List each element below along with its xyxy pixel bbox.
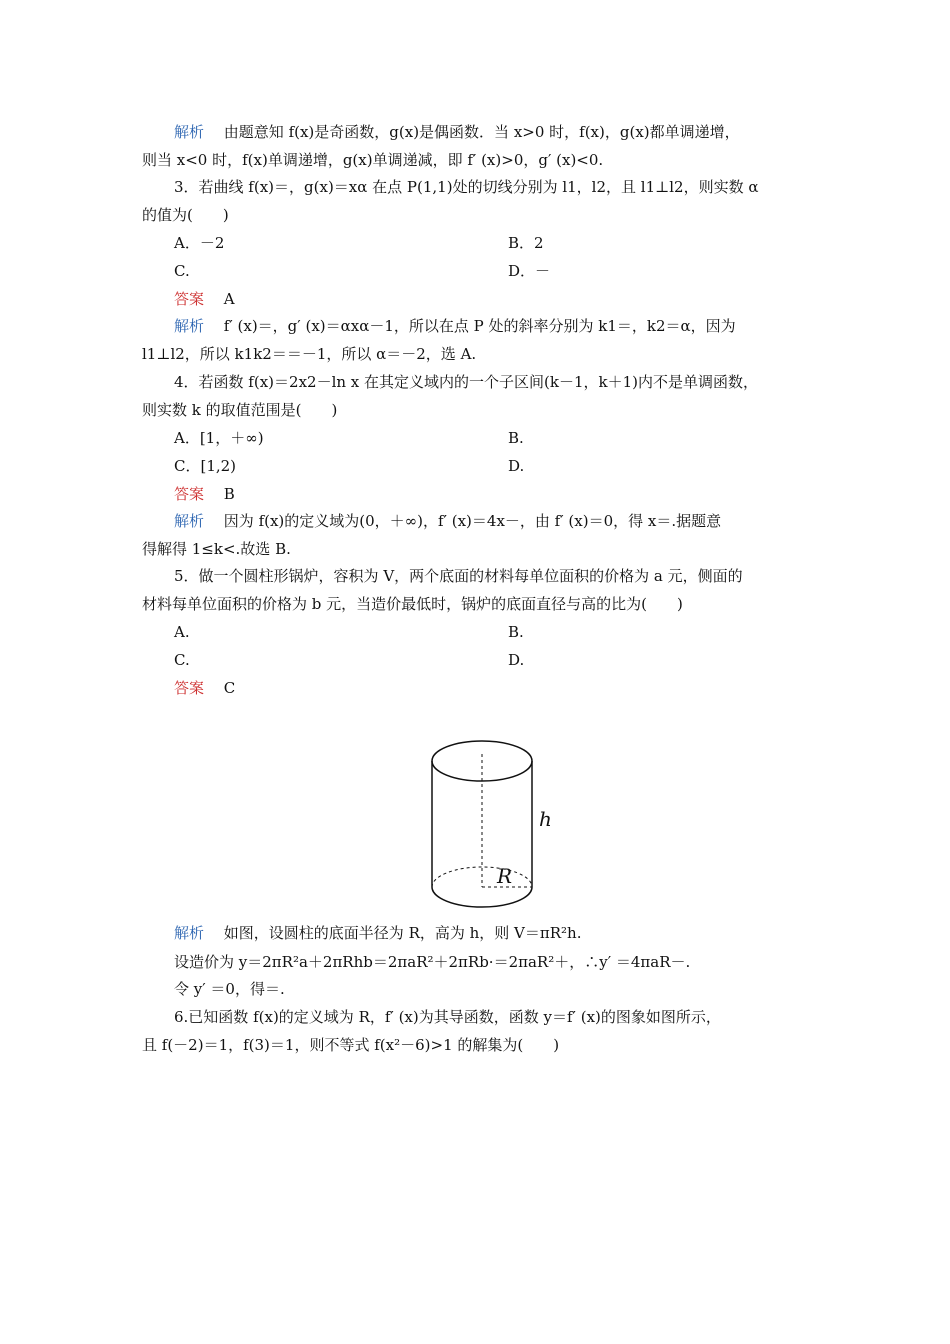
q3-option-b: B．2 xyxy=(508,234,544,252)
analysis-label: 解析 xyxy=(174,123,205,141)
q3-answer-line xyxy=(174,289,235,309)
q4-analysis-line-2: 得解得 1≤k<.故选 B. xyxy=(142,540,291,558)
q4-analysis-text-1: 因为 f(x)的定义域为(0，＋∞)，f′ (x)＝4x－，由 f′ (x)＝0，得 x＝.据题意 xyxy=(223,512,722,530)
q2-analysis-text-1: 由题意知 f(x)是奇函数，g(x)是偶函数．当 x>0 时，f(x)，g(x)都单调递增， xyxy=(223,123,740,141)
q5-analysis-line-3: 令 y′ ＝0，得＝. xyxy=(174,980,285,998)
q4-stem-line-2: 则实数 k 的取值范围是( ) xyxy=(142,401,338,419)
q3-analysis-line-1 xyxy=(174,316,736,336)
q3-stem-line-1: 3．若曲线 f(x)＝，g(x)＝xα 在点 P(1,1)处的切线分别为 l1，l2，且 l1⊥l2，则实数 α xyxy=(174,178,759,196)
cylinder-bottom-front-arc xyxy=(432,887,532,907)
analysis-label: 解析 xyxy=(174,317,205,335)
q5-option-c: C. xyxy=(174,651,190,669)
cylinder-figure xyxy=(427,730,567,916)
q5-analysis-text-1: 如图，设圆柱的底面半径为 R，高为 h，则 V＝πR²h. xyxy=(223,924,582,942)
analysis-label: 解析 xyxy=(174,512,205,530)
answer-label: 答案 xyxy=(174,290,205,308)
q3-option-d: D．－ xyxy=(508,262,551,280)
q3-analysis-line-2: l1⊥l2，所以 k1k2＝＝－1，所以 α＝－2，选 A. xyxy=(142,345,477,363)
q3-analysis-text-1: f′ (x)＝，g′ (x)＝αxα－1，所以在点 P 处的斜率分别为 k1＝，k2＝α，因为 xyxy=(223,317,736,335)
q5-option-d: D. xyxy=(508,651,525,669)
answer-label: 答案 xyxy=(174,679,205,697)
q4-option-c: C．[1,2) xyxy=(174,457,237,475)
q5-answer-line xyxy=(174,678,235,698)
q5-stem-line-1: 5．做一个圆柱形锅炉，容积为 V，两个底面的材料每单位面积的价格为 a 元，侧面的 xyxy=(174,567,743,585)
q3-option-a: A．－2 xyxy=(174,234,225,252)
q4-option-d: D. xyxy=(508,457,525,475)
q3-option-c: C. xyxy=(174,262,190,280)
q4-stem-line-1: 4．若函数 f(x)＝2x2－ln x 在其定义域内的一个子区间(k－1，k＋1)内不是单调函数， xyxy=(174,373,758,391)
height-label: h xyxy=(539,807,552,831)
q4-answer: B xyxy=(223,485,235,503)
q4-analysis-line-1 xyxy=(174,511,721,531)
answer-label: 答案 xyxy=(174,485,205,503)
q5-analysis-line-2: 设造价为 y＝2πR²a＋2πRhb＝2πaR²＋2πRb·＝2πaR²＋，∴y′ ＝4πaR－. xyxy=(174,953,691,971)
q5-option-b: B. xyxy=(508,623,524,641)
q5-analysis-line-1 xyxy=(174,923,581,943)
q5-option-a: A. xyxy=(174,623,190,641)
q5-stem-line-2: 材料每单位面积的价格为 b 元，当造价最低时，锅炉的底面直径与高的比为( ) xyxy=(142,595,683,613)
q5-answer: C xyxy=(223,679,236,697)
q6-stem-line-2: 且 f(－2)＝1，f(3)＝1，则不等式 f(x²－6)>1 的解集为( ) xyxy=(142,1036,560,1054)
q4-option-a: A．[1，＋∞) xyxy=(174,429,264,447)
radius-label: R xyxy=(497,864,513,888)
q4-option-b: B. xyxy=(508,429,524,447)
analysis-label: 解析 xyxy=(174,924,205,942)
q4-answer-line xyxy=(174,484,235,504)
q2-analysis-line-2: 则当 x<0 时，f(x)单调递增，g(x)单调递减，即 f′ (x)>0，g′ (x)<0. xyxy=(142,151,604,169)
q3-stem-line-2: 的值为( ) xyxy=(142,206,229,224)
q3-answer: A xyxy=(223,290,235,308)
q6-stem-line-1: 6.已知函数 f(x)的定义域为 R，f′ (x)为其导函数，函数 y＝f′ (x)的图象如图所示， xyxy=(174,1008,721,1026)
q2-analysis-line-1 xyxy=(174,122,740,142)
